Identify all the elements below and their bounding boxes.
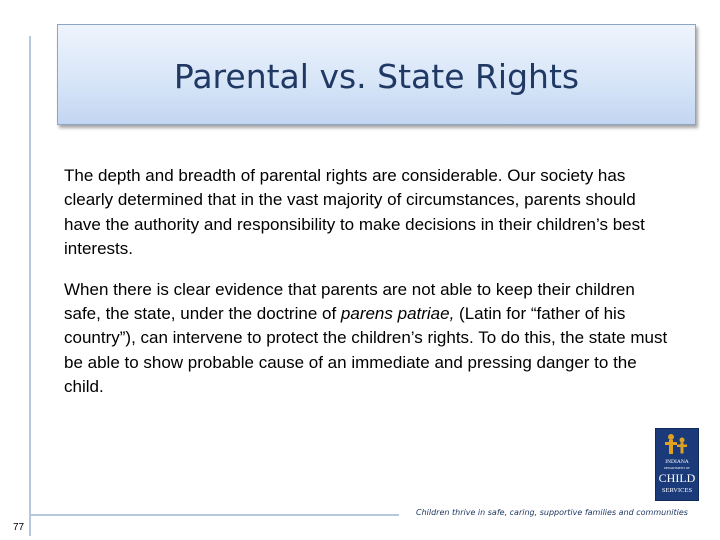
logo-line-child: CHILD: [658, 471, 696, 485]
parens-patriae-term: parens patriae,: [340, 304, 455, 324]
left-vertical-rule: [29, 36, 31, 536]
indiana-dcs-logo: [655, 428, 699, 501]
slide-body: [64, 164, 674, 416]
logo-line-indiana: INDIANA: [665, 459, 689, 465]
paragraph-state-rights-part2: (Latin for “father of his country”), can intervene to protect the children’s rights. To do this, the state must be able to show probable cause of an immediate and pressing danger to the child.: [64, 304, 668, 397]
logo-line-services: SERVICES: [661, 487, 693, 494]
slide-title: Parental vs. State Rights: [173, 57, 580, 96]
page-number: 77: [13, 522, 25, 533]
paragraph-parental-rights: The depth and breadth of parental rights are considerable. Our society has clearly determined that in the vast majority of circumstances, parents should have the authority and responsibility to make decisions in their children’s best interests.: [64, 166, 645, 259]
paragraph-state-rights: [64, 278, 674, 400]
family-figures-icon: [665, 434, 687, 454]
footer-tagline: Children thrive in safe, caring, supportive families and communities: [416, 508, 688, 517]
bottom-horizontal-rule: [31, 514, 399, 516]
paragraph-state-rights-part1: When there is clear evidence that parents are not able to keep their children safe, the state, under the doctrine of: [64, 279, 635, 324]
logo-line-department: DEPARTMENT OF: [664, 466, 690, 470]
title-banner: [57, 24, 696, 125]
